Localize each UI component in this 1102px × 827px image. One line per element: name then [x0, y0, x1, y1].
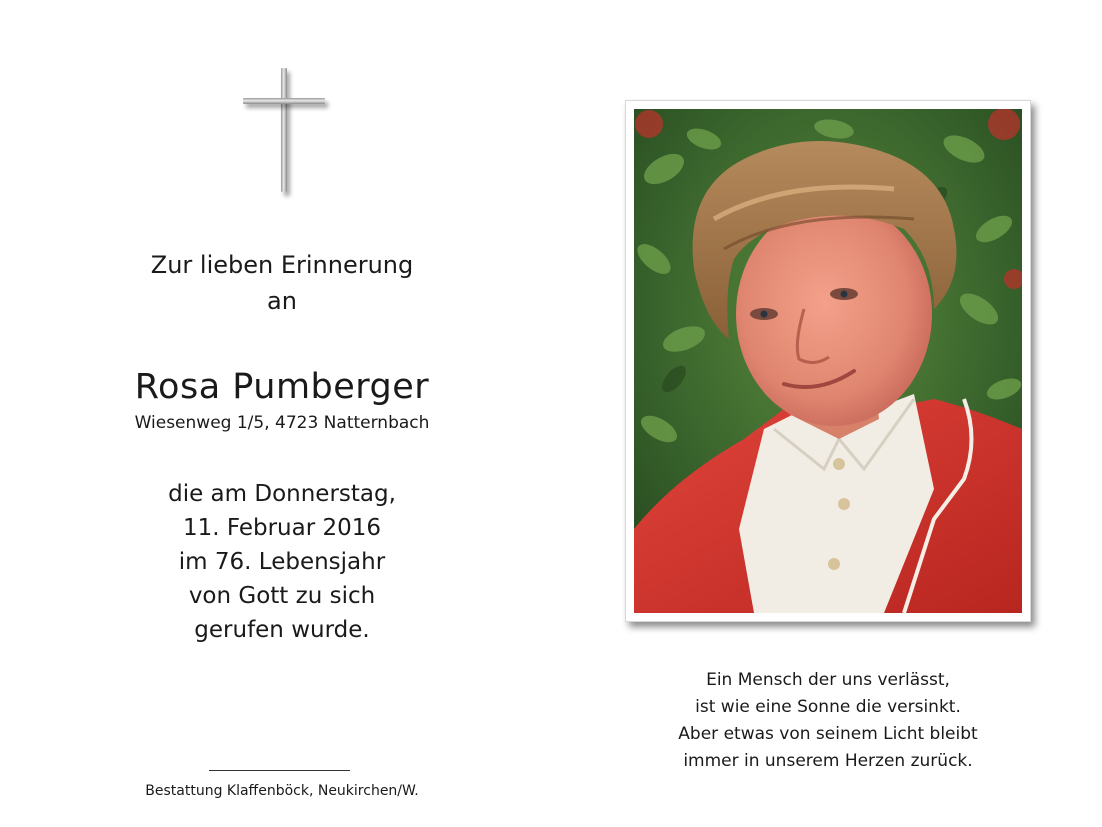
- death-notice: [82, 477, 482, 647]
- cross-icon: [243, 68, 327, 198]
- deceased-name: Rosa Pumberger: [134, 367, 430, 407]
- intro-text: [82, 247, 482, 319]
- death-line-5: gerufen wurde.: [194, 617, 370, 643]
- death-line-3: im 76. Lebensjahr: [178, 549, 386, 575]
- poem-line-1: Ein Mensch der uns verlässt,: [706, 670, 950, 690]
- intro-line-1: Zur lieben Erinnerung: [150, 251, 414, 279]
- portrait-photo: [634, 109, 1022, 613]
- divider-line: [209, 770, 350, 771]
- intro-line-2: an: [267, 287, 297, 315]
- portrait-frame: [625, 100, 1031, 622]
- poem-line-2: ist wie eine Sonne die versinkt.: [695, 697, 961, 717]
- poem-line-3: Aber etwas von seinem Licht bleibt: [678, 724, 978, 744]
- undertaker-credit: Bestattung Klaffenböck, Neukirchen/W.: [145, 783, 419, 799]
- deceased-address: Wiesenweg 1/5, 4723 Natternbach: [134, 413, 430, 433]
- death-line-2: 11. Februar 2016: [182, 515, 382, 541]
- memorial-poem: [628, 667, 1028, 775]
- death-line-1: die am Donnerstag,: [168, 481, 396, 507]
- death-line-4: von Gott zu sich: [188, 583, 376, 609]
- poem-line-4: immer in unserem Herzen zurück.: [683, 751, 973, 771]
